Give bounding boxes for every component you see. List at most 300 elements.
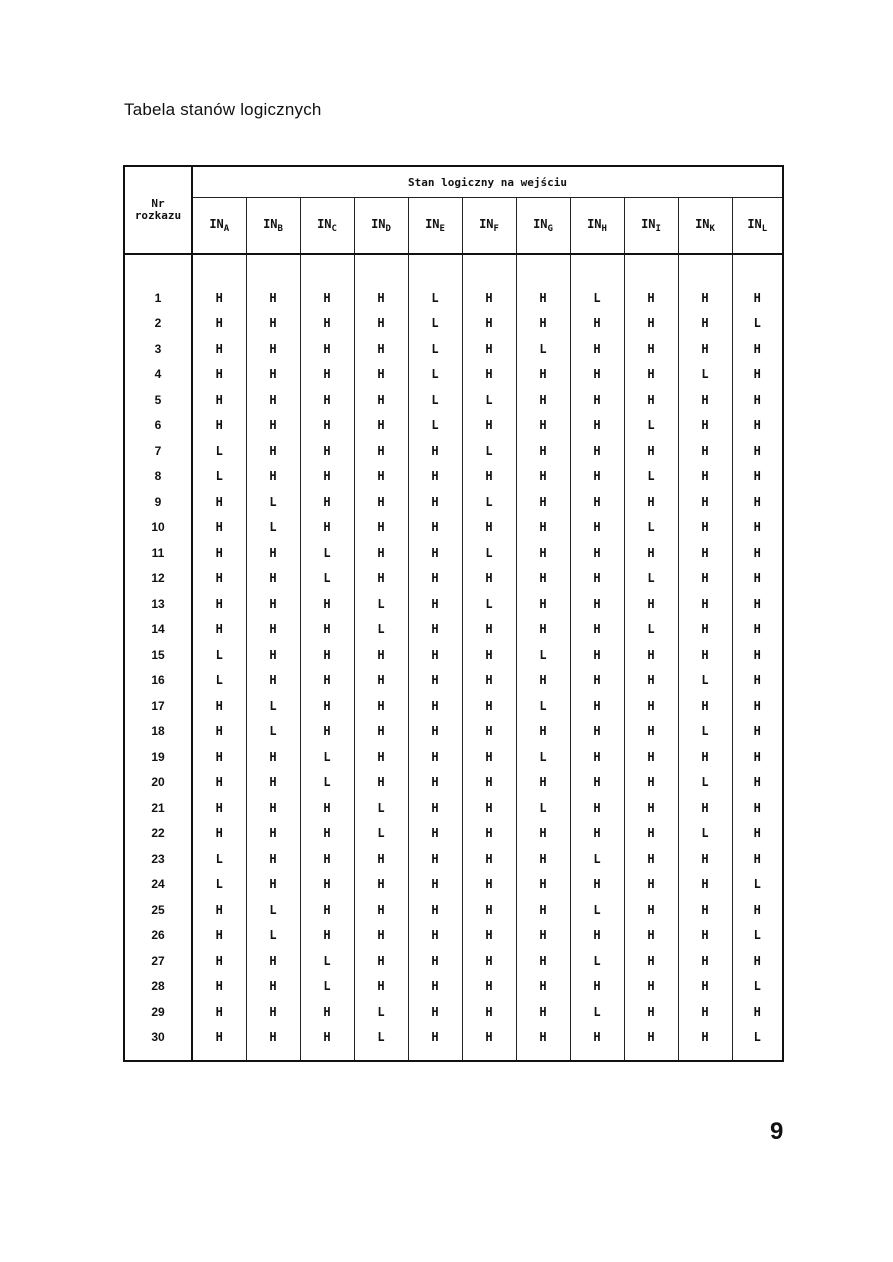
row-number: 20 <box>124 770 192 796</box>
spacer-cell <box>516 254 570 285</box>
logic-state-cell: H <box>246 540 300 566</box>
spacer-cell <box>354 254 408 285</box>
logic-state-cell: L <box>624 617 678 643</box>
logic-state-cell: H <box>192 489 246 515</box>
logic-state-cell: H <box>462 719 516 745</box>
column-header-in-e <box>408 198 462 255</box>
logic-state-cell: L <box>462 489 516 515</box>
logic-state-cell: H <box>192 974 246 1000</box>
logic-state-cell: H <box>354 311 408 337</box>
column-header-subscript: L <box>761 224 768 234</box>
end-cell <box>192 1050 246 1061</box>
logic-state-cell: H <box>408 515 462 541</box>
column-header-base: IN <box>425 217 440 231</box>
logic-state-cell: H <box>462 872 516 898</box>
logic-state-cell: H <box>678 387 732 413</box>
row-number: 24 <box>124 872 192 898</box>
logic-state-cell: L <box>192 438 246 464</box>
logic-state-cell: L <box>678 770 732 796</box>
logic-state-cell: H <box>462 948 516 974</box>
logic-state-cell: H <box>678 566 732 592</box>
logic-state-cell: H <box>192 1025 246 1051</box>
logic-state-cell: H <box>732 566 783 592</box>
logic-state-cell: H <box>570 795 624 821</box>
logic-state-cell: H <box>354 948 408 974</box>
column-header-base: IN <box>317 217 332 231</box>
logic-state-cell: H <box>462 1025 516 1051</box>
spacer-cell <box>732 254 783 285</box>
end-cell <box>354 1050 408 1061</box>
logic-state-cell: L <box>408 387 462 413</box>
row-number: 29 <box>124 999 192 1025</box>
logic-state-cell: H <box>300 923 354 949</box>
logic-state-cell: L <box>570 285 624 311</box>
logic-state-cell: L <box>246 515 300 541</box>
logic-state-cell: H <box>516 999 570 1025</box>
logic-state-cell: H <box>624 719 678 745</box>
logic-state-cell: L <box>462 540 516 566</box>
logic-state-cell: H <box>516 948 570 974</box>
logic-state-cell: H <box>192 336 246 362</box>
logic-state-cell: H <box>408 668 462 694</box>
logic-state-cell: H <box>624 311 678 337</box>
logic-state-cell: H <box>732 285 783 311</box>
logic-state-cell: H <box>462 770 516 796</box>
logic-state-cell: H <box>246 872 300 898</box>
logic-state-cell: H <box>246 311 300 337</box>
logic-state-cell: L <box>678 362 732 388</box>
column-header-base: IN <box>371 217 386 231</box>
logic-state-cell: H <box>300 362 354 388</box>
column-header-subscript: E <box>439 224 445 234</box>
logic-state-cell: H <box>570 617 624 643</box>
row-number: 3 <box>124 336 192 362</box>
logic-state-cell: H <box>300 693 354 719</box>
logic-state-cell: H <box>354 438 408 464</box>
logic-state-table <box>123 165 784 1062</box>
row-number: 4 <box>124 362 192 388</box>
logic-state-cell: H <box>570 489 624 515</box>
table-row <box>124 387 783 413</box>
logic-state-cell: L <box>678 719 732 745</box>
logic-state-cell: H <box>300 285 354 311</box>
row-number: 12 <box>124 566 192 592</box>
table-row <box>124 285 783 311</box>
logic-state-cell: H <box>624 999 678 1025</box>
logic-state-cell: H <box>354 285 408 311</box>
logic-state-cell: H <box>246 387 300 413</box>
logic-state-cell: H <box>246 617 300 643</box>
logic-state-cell: L <box>678 821 732 847</box>
logic-state-cell: H <box>408 872 462 898</box>
column-header-subscript: I <box>655 224 661 234</box>
logic-state-cell: H <box>570 413 624 439</box>
logic-state-cell: H <box>408 693 462 719</box>
column-header-subscript: D <box>385 224 391 234</box>
logic-state-cell: L <box>408 362 462 388</box>
column-header-in-d <box>354 198 408 255</box>
logic-state-cell: H <box>624 668 678 694</box>
logic-state-cell: H <box>192 693 246 719</box>
table-row <box>124 719 783 745</box>
logic-state-cell: H <box>354 744 408 770</box>
logic-state-cell: H <box>192 413 246 439</box>
logic-state-cell: H <box>732 438 783 464</box>
logic-state-cell: H <box>300 897 354 923</box>
spacer-cell <box>300 254 354 285</box>
row-number: 7 <box>124 438 192 464</box>
logic-state-cell: H <box>300 311 354 337</box>
logic-state-cell: H <box>570 770 624 796</box>
logic-state-cell: L <box>300 974 354 1000</box>
logic-state-cell: H <box>408 719 462 745</box>
logic-state-cell: H <box>354 336 408 362</box>
logic-state-cell: H <box>678 744 732 770</box>
table-row <box>124 489 783 515</box>
logic-state-cell: L <box>354 591 408 617</box>
logic-state-cell: H <box>732 617 783 643</box>
logic-state-cell: H <box>408 770 462 796</box>
row-number: 6 <box>124 413 192 439</box>
logic-state-cell: H <box>678 591 732 617</box>
logic-state-cell: L <box>246 719 300 745</box>
logic-state-cell: H <box>462 642 516 668</box>
logic-state-cell: H <box>354 872 408 898</box>
logic-state-cell: L <box>408 311 462 337</box>
logic-state-cell: H <box>462 974 516 1000</box>
logic-state-cell: H <box>516 438 570 464</box>
logic-state-cell: H <box>192 897 246 923</box>
logic-state-cell: H <box>462 821 516 847</box>
logic-state-cell: H <box>570 923 624 949</box>
nr-header-line1: Nr <box>151 197 165 210</box>
logic-state-cell: L <box>570 897 624 923</box>
table-row <box>124 642 783 668</box>
logic-state-cell: L <box>624 515 678 541</box>
logic-state-cell: H <box>354 515 408 541</box>
row-number: 28 <box>124 974 192 1000</box>
row-number: 27 <box>124 948 192 974</box>
logic-state-cell: H <box>408 974 462 1000</box>
table-row <box>124 566 783 592</box>
logic-state-cell: H <box>678 285 732 311</box>
logic-state-cell: H <box>570 387 624 413</box>
logic-state-cell: H <box>246 974 300 1000</box>
column-header-subscript: H <box>601 224 607 234</box>
logic-state-cell: H <box>732 744 783 770</box>
logic-state-cell: H <box>678 948 732 974</box>
input-group-header: Stan logiczny na wejściu <box>192 166 783 198</box>
logic-state-cell: H <box>246 846 300 872</box>
logic-state-cell: H <box>408 744 462 770</box>
logic-state-cell: H <box>516 897 570 923</box>
table-row <box>124 413 783 439</box>
column-header-base: IN <box>263 217 278 231</box>
logic-state-cell: H <box>192 770 246 796</box>
logic-state-cell: H <box>570 591 624 617</box>
logic-state-cell: H <box>624 897 678 923</box>
logic-state-cell: L <box>570 846 624 872</box>
row-number: 22 <box>124 821 192 847</box>
logic-state-cell: H <box>732 489 783 515</box>
logic-state-cell: H <box>192 617 246 643</box>
logic-state-cell: H <box>408 897 462 923</box>
logic-state-cell: H <box>192 999 246 1025</box>
column-header-in-b <box>246 198 300 255</box>
logic-state-cell: H <box>624 744 678 770</box>
row-number: 30 <box>124 1025 192 1051</box>
logic-state-cell: H <box>516 464 570 490</box>
logic-state-cell: H <box>354 642 408 668</box>
logic-state-cell: H <box>624 591 678 617</box>
logic-state-cell: L <box>300 744 354 770</box>
logic-state-cell: H <box>624 795 678 821</box>
table-row <box>124 311 783 337</box>
logic-state-cell: H <box>354 719 408 745</box>
logic-state-cell: H <box>678 489 732 515</box>
table-row <box>124 923 783 949</box>
logic-state-cell: L <box>192 846 246 872</box>
column-header-subscript: A <box>223 224 230 234</box>
logic-state-cell: H <box>354 464 408 490</box>
logic-state-cell: H <box>462 311 516 337</box>
row-number: 21 <box>124 795 192 821</box>
logic-state-cell: H <box>516 719 570 745</box>
logic-state-cell: H <box>624 693 678 719</box>
logic-state-cell: H <box>354 974 408 1000</box>
logic-state-cell: L <box>516 693 570 719</box>
logic-state-cell: L <box>192 668 246 694</box>
logic-state-cell: H <box>354 566 408 592</box>
logic-state-cell: H <box>408 617 462 643</box>
signal-header-row <box>124 198 783 255</box>
logic-state-cell: H <box>678 999 732 1025</box>
logic-state-cell: H <box>678 872 732 898</box>
logic-state-cell: H <box>408 999 462 1025</box>
column-header-base: IN <box>479 217 494 231</box>
logic-state-cell: H <box>300 642 354 668</box>
table-row <box>124 897 783 923</box>
logic-state-cell: H <box>516 311 570 337</box>
logic-state-cell: H <box>246 362 300 388</box>
logic-state-cell: H <box>732 719 783 745</box>
logic-state-cell: H <box>408 846 462 872</box>
logic-state-cell: H <box>516 489 570 515</box>
column-header-subscript: G <box>547 224 553 234</box>
logic-state-cell: L <box>192 872 246 898</box>
logic-state-cell: H <box>408 438 462 464</box>
table-row <box>124 821 783 847</box>
logic-state-cell: H <box>462 693 516 719</box>
spacer-cell <box>570 254 624 285</box>
logic-state-cell: H <box>732 336 783 362</box>
logic-state-cell: H <box>192 795 246 821</box>
table-row <box>124 515 783 541</box>
logic-state-cell: H <box>354 540 408 566</box>
logic-state-cell: H <box>624 770 678 796</box>
row-number: 19 <box>124 744 192 770</box>
logic-state-cell: L <box>192 642 246 668</box>
page-number: 9 <box>770 1118 784 1145</box>
logic-state-cell: H <box>624 336 678 362</box>
logic-state-cell: H <box>300 999 354 1025</box>
table-body <box>124 254 783 1061</box>
logic-state-cell: H <box>624 1025 678 1051</box>
row-number: 11 <box>124 540 192 566</box>
logic-state-cell: L <box>624 464 678 490</box>
logic-state-cell: H <box>246 336 300 362</box>
logic-state-cell: H <box>678 515 732 541</box>
logic-state-cell: H <box>246 566 300 592</box>
logic-state-cell: H <box>516 591 570 617</box>
logic-state-cell: H <box>354 923 408 949</box>
logic-state-cell: H <box>300 1025 354 1051</box>
end-cell <box>300 1050 354 1061</box>
logic-state-cell: L <box>732 311 783 337</box>
logic-state-cell: H <box>246 413 300 439</box>
logic-state-cell: L <box>462 591 516 617</box>
logic-state-cell: H <box>246 770 300 796</box>
logic-state-cell: L <box>408 285 462 311</box>
logic-state-cell: H <box>462 464 516 490</box>
logic-state-cell: H <box>462 744 516 770</box>
logic-state-cell: H <box>300 821 354 847</box>
row-number: 17 <box>124 693 192 719</box>
table-row <box>124 693 783 719</box>
logic-state-cell: H <box>570 464 624 490</box>
logic-state-cell: H <box>678 464 732 490</box>
logic-state-cell: H <box>624 872 678 898</box>
logic-state-cell: L <box>678 668 732 694</box>
row-number: 9 <box>124 489 192 515</box>
logic-state-cell: H <box>516 668 570 694</box>
logic-state-cell: H <box>732 948 783 974</box>
logic-state-cell: H <box>246 948 300 974</box>
logic-state-cell: H <box>678 693 732 719</box>
column-header-in-k <box>678 198 732 255</box>
logic-state-cell: H <box>246 795 300 821</box>
logic-state-cell: H <box>516 770 570 796</box>
logic-state-cell: L <box>408 413 462 439</box>
table-row <box>124 795 783 821</box>
logic-state-cell: H <box>570 642 624 668</box>
logic-state-cell: H <box>354 413 408 439</box>
column-header-subscript: B <box>277 224 283 234</box>
table-row <box>124 438 783 464</box>
logic-state-cell: H <box>516 821 570 847</box>
logic-state-cell: H <box>408 923 462 949</box>
logic-state-cell: H <box>300 617 354 643</box>
logic-state-cell: H <box>354 387 408 413</box>
logic-state-cell: H <box>516 923 570 949</box>
logic-state-cell: H <box>570 438 624 464</box>
logic-state-cell: H <box>408 795 462 821</box>
end-cell <box>624 1050 678 1061</box>
logic-state-cell: L <box>246 489 300 515</box>
table-row <box>124 872 783 898</box>
table-row <box>124 1025 783 1051</box>
logic-state-cell: H <box>246 464 300 490</box>
logic-state-cell: H <box>516 846 570 872</box>
logic-state-cell: H <box>462 617 516 643</box>
logic-state-cell: H <box>732 846 783 872</box>
column-header-in-i <box>624 198 678 255</box>
logic-state-cell: H <box>678 438 732 464</box>
logic-state-cell: L <box>624 566 678 592</box>
spacer-cell <box>246 254 300 285</box>
logic-state-cell: H <box>246 438 300 464</box>
column-header-base: IN <box>747 217 762 231</box>
logic-state-cell: H <box>624 362 678 388</box>
table-row <box>124 948 783 974</box>
logic-state-cell: H <box>570 719 624 745</box>
logic-state-cell: L <box>732 923 783 949</box>
logic-state-cell: H <box>678 1025 732 1051</box>
table-row <box>124 362 783 388</box>
logic-state-cell: L <box>462 438 516 464</box>
spacer-cell <box>462 254 516 285</box>
logic-state-cell: H <box>408 591 462 617</box>
row-number: 23 <box>124 846 192 872</box>
logic-state-cell: H <box>624 489 678 515</box>
logic-state-cell: H <box>624 438 678 464</box>
logic-state-cell: H <box>462 897 516 923</box>
logic-state-cell: H <box>246 999 300 1025</box>
logic-state-cell: H <box>732 795 783 821</box>
logic-state-cell: H <box>192 923 246 949</box>
logic-state-cell: H <box>354 489 408 515</box>
table-row <box>124 617 783 643</box>
logic-state-cell: L <box>516 642 570 668</box>
logic-state-cell: L <box>462 387 516 413</box>
logic-state-cell: H <box>678 846 732 872</box>
logic-state-cell: H <box>462 923 516 949</box>
logic-state-cell: H <box>624 846 678 872</box>
column-header-subscript: K <box>709 224 715 234</box>
logic-state-cell: L <box>732 872 783 898</box>
logic-state-cell: H <box>354 897 408 923</box>
logic-state-cell: H <box>408 566 462 592</box>
logic-state-cell: H <box>300 872 354 898</box>
logic-state-cell: H <box>408 642 462 668</box>
row-number: 26 <box>124 923 192 949</box>
logic-state-cell: L <box>300 770 354 796</box>
end-cell <box>570 1050 624 1061</box>
spacer-cell <box>408 254 462 285</box>
logic-state-cell: H <box>678 311 732 337</box>
logic-state-cell: H <box>462 362 516 388</box>
logic-state-cell: H <box>516 413 570 439</box>
table-row <box>124 999 783 1025</box>
logic-state-cell: H <box>462 336 516 362</box>
logic-state-cell: L <box>354 1025 408 1051</box>
logic-state-cell: H <box>678 413 732 439</box>
logic-state-cell: H <box>624 642 678 668</box>
logic-state-cell: H <box>192 515 246 541</box>
logic-state-table-container <box>123 165 784 1062</box>
logic-state-cell: H <box>516 1025 570 1051</box>
logic-state-cell: H <box>732 515 783 541</box>
logic-state-cell: H <box>462 566 516 592</box>
table-row <box>124 770 783 796</box>
logic-state-cell: H <box>678 897 732 923</box>
spacer-cell <box>678 254 732 285</box>
logic-state-cell: H <box>462 515 516 541</box>
logic-state-cell: H <box>192 719 246 745</box>
logic-state-cell: H <box>300 846 354 872</box>
logic-state-cell: H <box>570 744 624 770</box>
end-cell <box>408 1050 462 1061</box>
